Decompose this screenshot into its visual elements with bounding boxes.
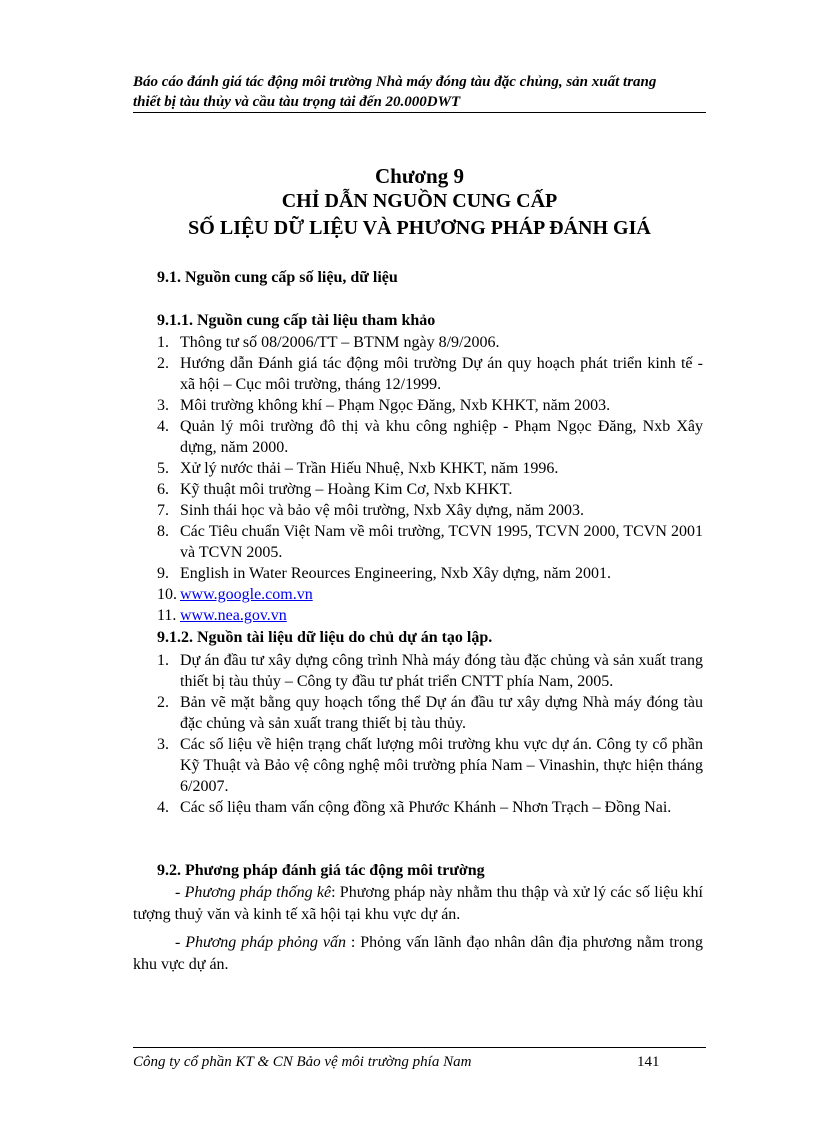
item-text: Các Tiêu chuẩn Việt Nam về môi trường, TCVN 1995, TCVN 2000, TCVN 2001 và TCVN 2005. [180,523,703,561]
method-interview [133,932,703,976]
list-item [157,605,703,626]
item-text: Môi trường không khí – Phạm Ngọc Đăng, Nxb KHKT, năm 2003. [180,397,611,414]
list-item [157,332,703,353]
list-item [157,479,703,500]
item-text: Xử lý nước thải – Trần Hiếu Nhuệ, Nxb KHKT, năm 1996. [180,460,559,477]
reference-list [157,332,703,626]
section-heading-9-1-1: 9.1.1. Nguồn cung cấp tài liệu tham khảo [157,312,436,329]
item-number: 8. [157,523,169,540]
list-item [157,734,703,797]
item-text: Các số liệu về hiện trạng chất lượng môi trường khu vực dự án. Công ty cổ phần Kỹ Thuật và Bảo vệ công nghệ môi trường phía Nam – Vinashin, thực hiện tháng 6/2007. [180,736,703,795]
item-number: 7. [157,502,169,519]
footer-company: Công ty cổ phần KT & CN Bảo vệ môi trường phía Nam [133,1054,472,1070]
list-item [157,797,703,818]
item-number: 3. [157,397,169,414]
item-number: 4. [157,799,169,816]
chapter-title-line-2: SỐ LIỆU DỮ LIỆU VÀ PHƯƠNG PHÁP ĐÁNH GIÁ [188,217,651,239]
item-text: Các số liệu tham vấn cộng đồng xã Phước Khánh – Nhơn Trạch – Đồng Nai. [180,799,672,816]
item-text: Bản vẽ mặt bằng quy hoạch tổng thể Dự án đầu tư xây dựng Nhà máy đóng tàu đặc chủng và sản xuất trang thiết bị tàu thủy. [180,694,703,732]
list-item [157,650,703,692]
list-item [157,395,703,416]
item-text: Hướng dẫn Đánh giá tác động môi trường Dự án quy hoạch phát triển kinh tế - xã hội – Cục môi trường, tháng 12/1999. [180,355,703,393]
list-item [157,692,703,734]
section-heading-9-2: 9.2. Phương pháp đánh giá tác động môi trường [157,862,485,879]
method-text: : Phỏng vấn lãnh đạo nhân dân địa phương nằm trong khu vực dự án. [133,934,704,973]
list-item [157,416,703,458]
item-text: Dự án đầu tư xây dựng công trình Nhà máy đóng tàu đặc chủng và sản xuất trang thiết bị tàu thủy – Công ty đầu tư phát triển CNTT phía Nam, 2005. [180,652,703,690]
item-number: 6. [157,481,169,498]
item-number: 3. [157,736,169,753]
running-header [133,72,708,112]
list-item [157,563,703,584]
list-item [157,584,703,605]
item-text: Kỹ thuật môi trường – Hoàng Kim Cơ, Nxb KHKT. [180,481,513,498]
item-text: English in Water Reources Engineering, Nxb Xây dựng, năm 2001. [180,565,611,582]
owner-source-list [157,650,703,818]
list-item [157,500,703,521]
item-text: Sinh thái học và bảo vệ môi trường, Nxb Xây dựng, năm 2003. [180,502,584,519]
chapter-title-line-1: CHỈ DẪN NGUỒN CUNG CẤP [281,190,558,212]
item-number: 1. [157,334,169,351]
item-number: 5. [157,460,169,477]
list-item [157,521,703,563]
link-google[interactable]: www.google.com.vn [180,586,313,603]
section-heading-9-1: 9.1. Nguồn cung cấp số liệu, dữ liệu [157,269,398,286]
item-number: 2. [157,355,169,372]
item-number: 11. [157,607,177,624]
footer-rule [133,1047,706,1048]
chapter-number: Chương 9 [374,164,464,188]
method-name: - Phương pháp thống kê [175,884,332,901]
page-number: 141 [637,1054,660,1070]
item-number: 1. [157,652,169,669]
method-statistics [133,882,703,926]
method-name: - Phương pháp phỏng vấn [175,934,346,951]
list-item [157,353,703,395]
header-line-2: thiết bị tàu thủy và cầu tàu trọng tải đến 20.000DWT [133,94,461,110]
section-heading-9-1-2: 9.1.2. Nguồn tài liệu dữ liệu do chủ dự án tạo lập. [157,629,493,646]
item-text: Quản lý môi trường đô thị và khu công nghiệp - Phạm Ngọc Đăng, Nxb Xây dựng, năm 2000. [180,418,703,456]
header-rule [133,112,706,113]
link-nea[interactable]: www.nea.gov.vn [180,607,287,624]
item-number: 9. [157,565,169,582]
item-text: Thông tư số 08/2006/TT – BTNM ngày 8/9/2006. [180,334,500,351]
item-number: 4. [157,418,169,435]
list-item [157,458,703,479]
item-number: 10. [157,586,177,603]
header-line-1: Báo cáo đánh giá tác động môi trường Nhà máy đóng tàu đặc chủng, sản xuất trang [133,74,657,90]
item-number: 2. [157,694,169,711]
method-text: : Phương pháp này nhằm thu thập và xử lý các số liệu khí tượng thuỷ văn và kinh tế xã hội tại khu vực dự án. [133,884,704,923]
